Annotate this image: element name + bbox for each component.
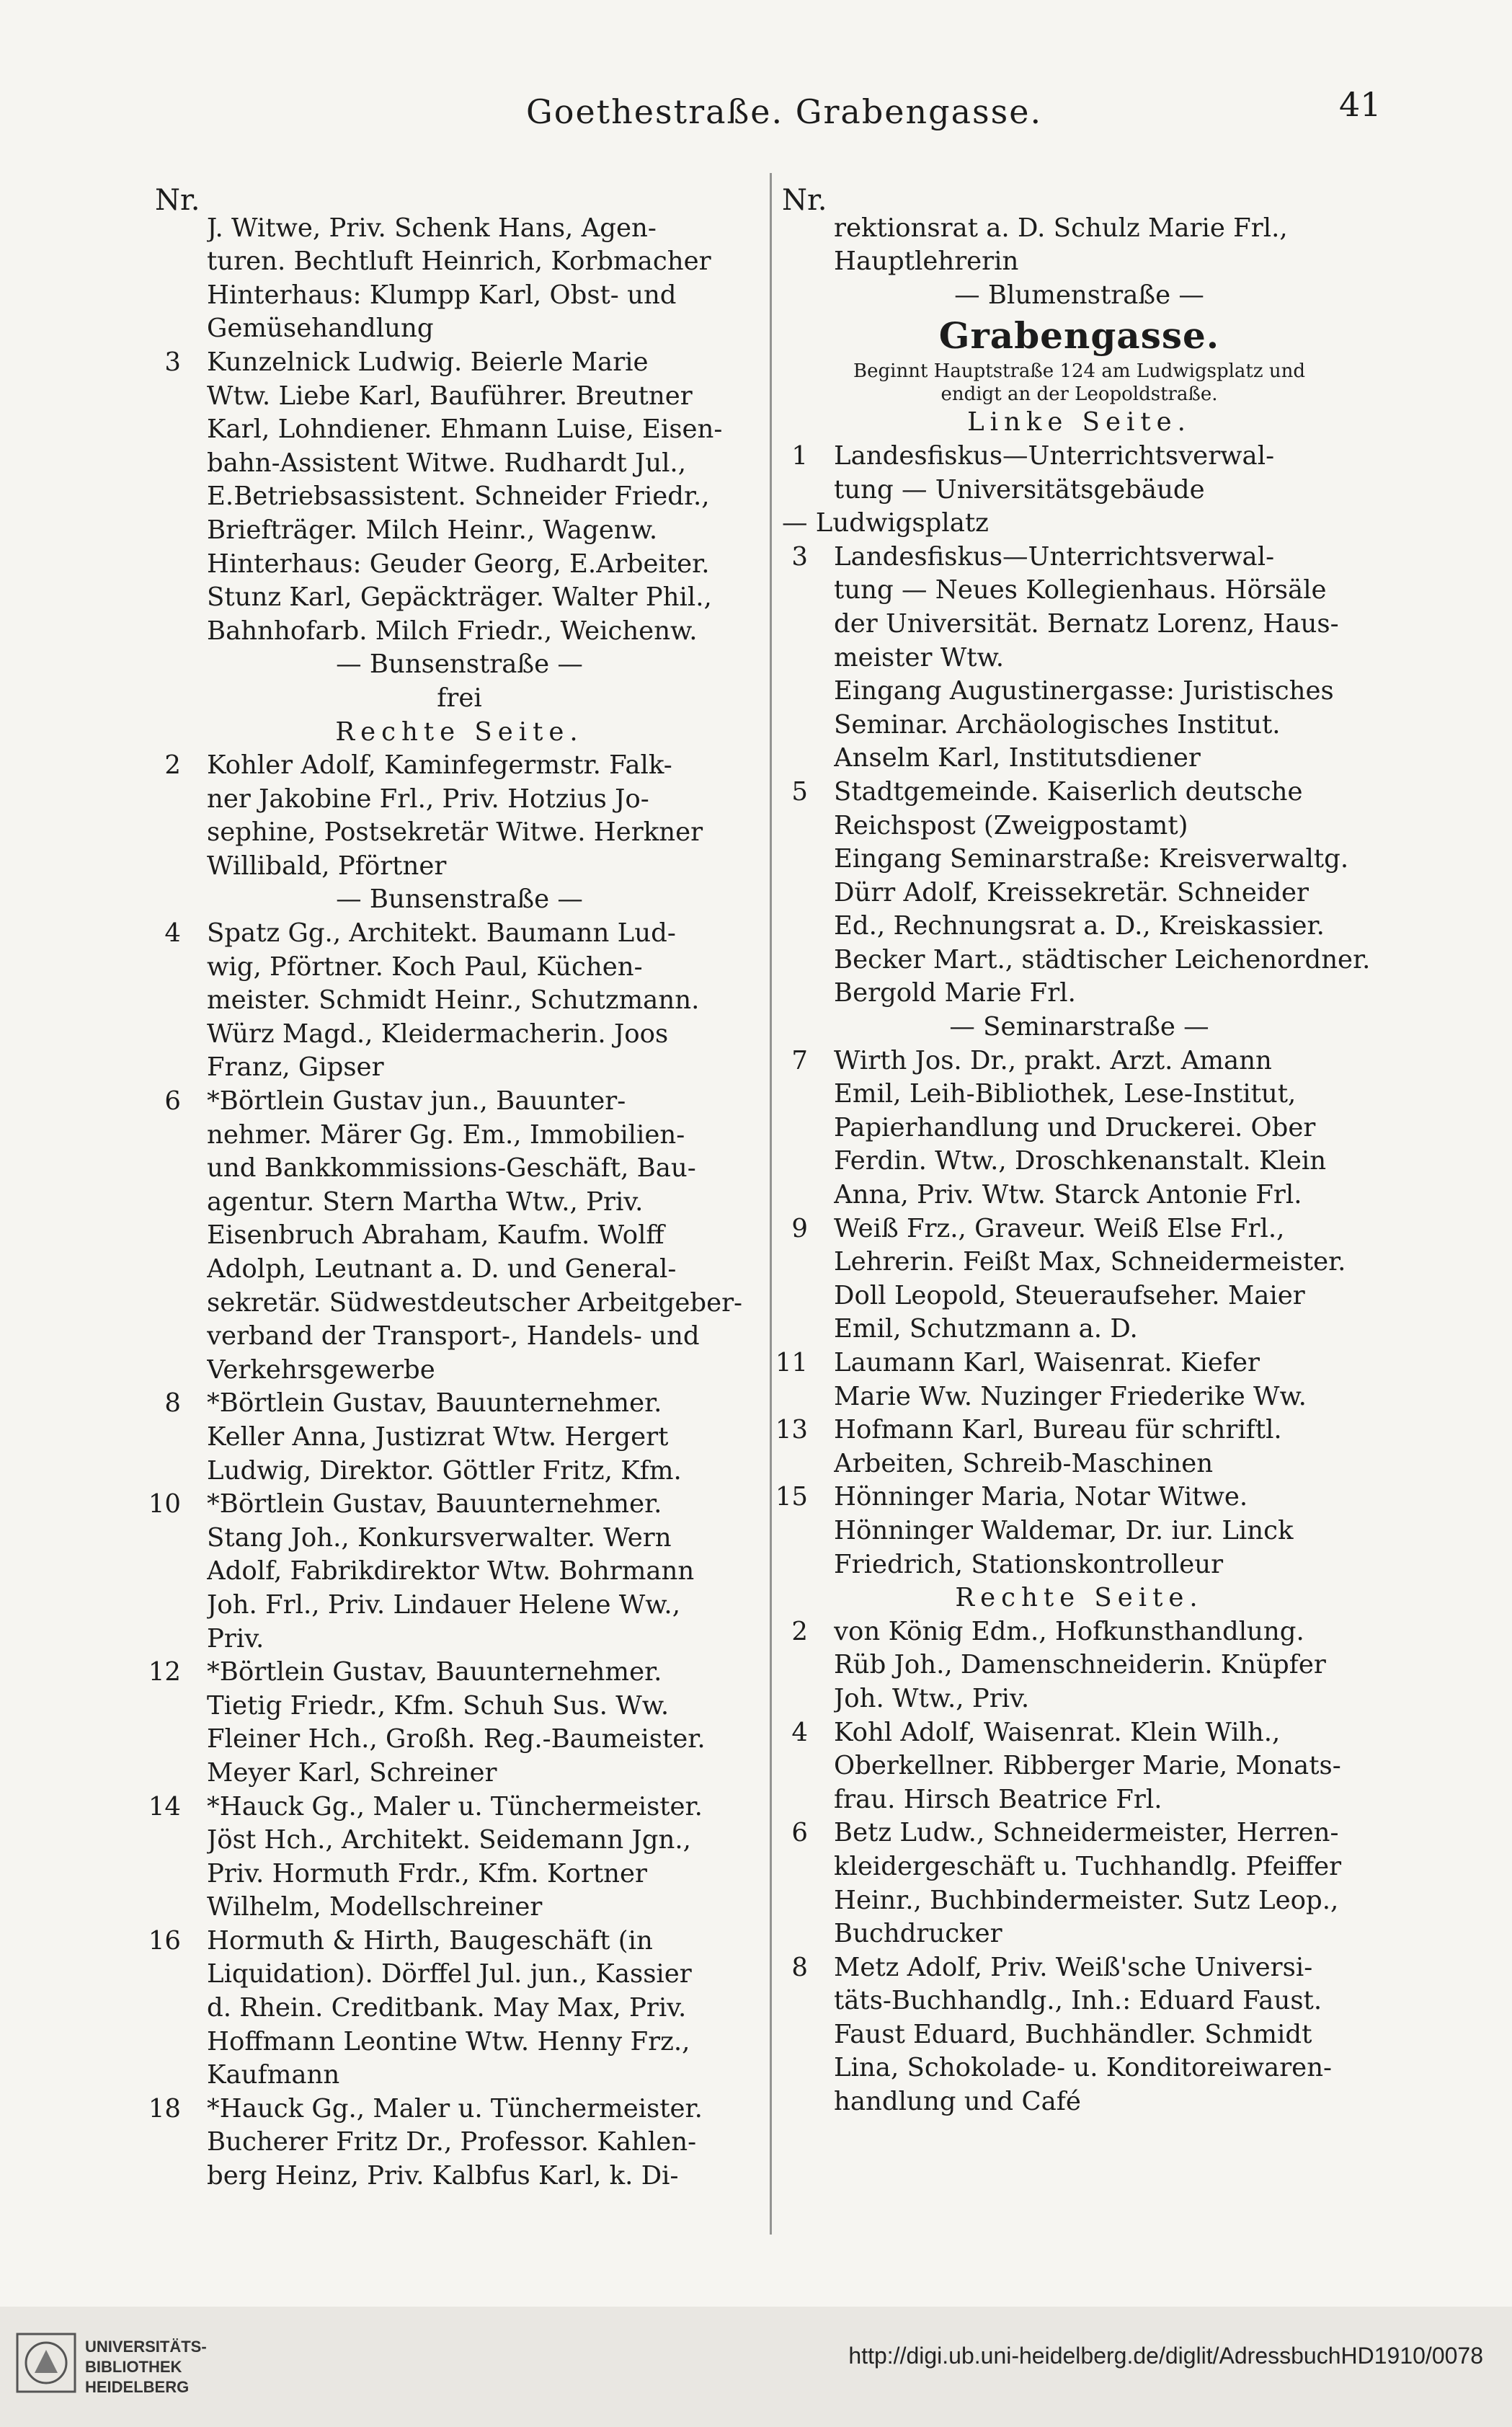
entry-line: Willibald, Pförtner xyxy=(207,851,447,881)
address-entry xyxy=(148,1656,764,1790)
address-entry xyxy=(155,917,764,1085)
entry-line: ner Jakobine Frl., Priv. Hotzius Jo- xyxy=(207,784,649,814)
entry-line: *Börtlein Gustav jun., Bauunter- xyxy=(207,1086,626,1117)
entry-line: Emil, Leih-Bibliothek, Lese-Institut, xyxy=(834,1079,1297,1109)
address-entry xyxy=(782,1716,1377,1817)
house-number: 11 xyxy=(775,1348,808,1377)
right-column xyxy=(775,184,1377,2119)
entry-line: Joh. Frl., Priv. Lindauer Helene Ww., xyxy=(207,1589,680,1620)
entry-line: Priv. Hormuth Frdr., Kfm. Kortner xyxy=(207,1858,648,1889)
street-separator: — Ludwigsplatz xyxy=(782,508,989,538)
address-entry xyxy=(155,1387,764,1488)
address-entry xyxy=(782,1615,1377,1716)
entry-line: Liquidation). Dörffel Jul. jun., Kassier xyxy=(207,1959,692,1989)
entry-line: und Bankkommissions-Geschäft, Bau- xyxy=(207,1153,696,1184)
address-entry xyxy=(148,1488,764,1656)
house-number: 8 xyxy=(164,1388,181,1419)
entry-line: Adolph, Leutnant a. D. und General- xyxy=(207,1254,677,1284)
entry-line: *Börtlein Gustav, Bauunternehmer. xyxy=(207,1489,662,1519)
entry-line: Kohler Adolf, Kaminfegermstr. Falk- xyxy=(207,750,672,781)
entry-line: frau. Hirsch Beatrice Frl. xyxy=(834,1784,1162,1814)
entry-line: Eingang Seminarstraße: Kreisverwaltg. xyxy=(834,844,1349,874)
page-number: 41 xyxy=(1339,85,1382,124)
house-number: 9 xyxy=(791,1213,808,1243)
street-separator: — Bunsenstraße — xyxy=(336,884,583,915)
entry-line: tung — Universitätsgebäude xyxy=(834,474,1205,505)
entry-line: Eingang Augustinergasse: Juristisches xyxy=(834,676,1334,706)
entry-line: Doll Leopold, Steueraufseher. Maier xyxy=(834,1280,1305,1310)
entry-line: Rüb Joh., Damenschneiderin. Knüpfer xyxy=(834,1650,1326,1680)
street-separator: — Seminarstraße — xyxy=(949,1012,1209,1042)
entry-line: berg Heinz, Priv. Kalbfus Karl, k. Di- xyxy=(207,2161,679,2191)
side-heading: Rechte Seite. xyxy=(955,1583,1204,1613)
house-number: 15 xyxy=(775,1482,808,1512)
entry-line: Marie Ww. Nuzinger Friederike Ww. xyxy=(834,1381,1307,1411)
entry-line: Briefträger. Milch Heinr., Wagenw. xyxy=(207,515,658,545)
entry-line: Weiß Frz., Graveur. Weiß Else Frl., xyxy=(834,1213,1285,1243)
entry-line: Stang Joh., Konkursverwalter. Wern xyxy=(207,1522,672,1553)
entry-line: Würz Magd., Kleidermacherin. Joos xyxy=(207,1019,669,1049)
nr-label: Nr. xyxy=(782,184,827,217)
entry-line: Kunzelnick Ludwig. Beierle Marie xyxy=(207,347,649,377)
entry-line: Landesfiskus—Unterrichtsverwal- xyxy=(834,440,1275,471)
address-entry xyxy=(148,1925,764,2093)
entry-line: Bahnhofarb. Milch Friedr., Weichenw. xyxy=(207,616,698,646)
entry-line: J. Witwe, Priv. Schenk Hans, Agen- xyxy=(207,213,657,243)
entry-line: Metz Adolf, Priv. Weiß'sche Universi- xyxy=(834,1952,1313,1982)
entry-line: Ferdin. Wtw., Droschkenanstalt. Klein xyxy=(834,1146,1327,1176)
nr-label: Nr. xyxy=(155,184,200,217)
street-heading: Grabengasse. xyxy=(938,314,1220,358)
entry-line: E.Betriebsassistent. Schneider Friedr., xyxy=(207,482,710,512)
entry-line: der Universität. Bernatz Lorenz, Haus- xyxy=(834,608,1339,639)
entry-line: Kaufmann xyxy=(207,2060,340,2090)
address-entry xyxy=(155,212,764,346)
entry-line: *Börtlein Gustav, Bauunternehmer. xyxy=(207,1388,662,1419)
entry-line: Priv. xyxy=(207,1623,264,1654)
logo-line: BIBLIOTHEK xyxy=(85,2358,182,2376)
house-number: 3 xyxy=(164,347,181,377)
entry-line: Landesfiskus—Unterrichtsverwal- xyxy=(834,541,1275,572)
side-heading: Rechte Seite. xyxy=(335,716,584,747)
house-number: 13 xyxy=(775,1415,808,1445)
entry-line: Ed., Rechnungsrat a. D., Kreiskassier. xyxy=(834,911,1325,941)
column-divider xyxy=(770,173,772,2235)
street-separator: — Bunsenstraße — xyxy=(336,649,583,680)
house-number: 4 xyxy=(164,918,181,949)
page-header xyxy=(0,85,1512,143)
entry-line: von König Edm., Hofkunsthandlung. xyxy=(834,1616,1304,1646)
entry-line: Reichspost (Zweigpostamt) xyxy=(834,810,1188,840)
house-number: 18 xyxy=(148,2093,181,2124)
logo-line: HEIDELBERG xyxy=(85,2378,190,2396)
status-text: frei xyxy=(437,683,482,713)
entry-group xyxy=(155,749,764,883)
address-entry xyxy=(155,1085,764,1387)
entry-line: Wilhelm, Modellschreiner xyxy=(207,1892,543,1922)
entry-line: agentur. Stern Martha Wtw., Priv. xyxy=(207,1186,644,1217)
address-entry xyxy=(148,1791,764,1925)
entry-line: Laumann Karl, Waisenrat. Kiefer xyxy=(834,1348,1260,1377)
entry-line: Oberkellner. Ribberger Marie, Monats- xyxy=(834,1751,1341,1781)
entry-line: Tietig Friedr., Kfm. Schuh Sus. Ww. xyxy=(207,1690,670,1721)
street-note: Beginnt Hauptstraße 124 am Ludwigsplatz und xyxy=(853,360,1305,383)
entry-line: tung — Neues Kollegienhaus. Hörsäle xyxy=(834,575,1327,605)
left-column xyxy=(148,184,764,2193)
entry-group xyxy=(775,1044,1377,1582)
entry-line: Bergold Marie Frl. xyxy=(834,978,1076,1008)
house-number: 2 xyxy=(164,750,181,781)
street-separator: — Blumenstraße — xyxy=(954,280,1204,310)
entry-group xyxy=(782,541,1377,1011)
entry-line: nehmer. Märer Gg. Em., Immobilien- xyxy=(207,1119,685,1150)
entry-line: meister. Schmidt Heinr., Schutzmann. xyxy=(207,985,700,1016)
entry-line: handlung und Café xyxy=(834,2087,1081,2117)
entry-line: Adolf, Fabrikdirektor Wtw. Bohrmann xyxy=(207,1556,695,1587)
library-logo-icon xyxy=(13,2330,79,2396)
address-entry xyxy=(155,346,764,648)
entry-line: Wtw. Liebe Karl, Bauführer. Breutner xyxy=(207,381,693,411)
house-number: 2 xyxy=(791,1616,808,1646)
address-entry xyxy=(782,541,1377,776)
entry-line: Eisenbruch Abraham, Kaufm. Wolff xyxy=(207,1220,664,1251)
street-note: endigt an der Leopoldstraße. xyxy=(940,383,1218,406)
entry-line: Hauptlehrerin xyxy=(834,247,1019,277)
entry-line: Papierhandlung und Druckerei. Ober xyxy=(834,1112,1316,1142)
entry-line: d. Rhein. Creditbank. May Max, Priv. xyxy=(207,1993,687,2023)
entry-line: Spatz Gg., Architekt. Baumann Lud- xyxy=(207,918,676,949)
source-link[interactable]: http://digi.ub.uni-heidelberg.de/diglit/AdressbuchHD1910/0078 xyxy=(848,2343,1483,2369)
entry-line: Jöst Hch., Architekt. Seidemann Jgn., xyxy=(207,1825,691,1855)
address-entry xyxy=(782,440,1377,507)
entry-line: Lina, Schokolade- u. Konditoreiwaren- xyxy=(834,2053,1333,2083)
entry-line: *Börtlein Gustav, Bauunternehmer. xyxy=(207,1657,662,1687)
entry-line: Arbeiten, Schreib-Maschinen xyxy=(834,1448,1214,1478)
entry-line: Wirth Jos. Dr., prakt. Arzt. Amann xyxy=(834,1045,1272,1075)
entry-line: sekretär. Südwestdeutscher Arbeitgeber- xyxy=(207,1287,743,1318)
entry-line: verband der Transport-, Handels- und xyxy=(207,1321,700,1352)
entry-line: Hormuth & Hirth, Baugeschäft (in xyxy=(207,1925,653,1956)
entry-line: Hinterhaus: Klumpp Karl, Obst- und xyxy=(207,280,677,310)
house-number: 5 xyxy=(791,776,808,807)
address-entry xyxy=(155,749,764,883)
entry-line: Anselm Karl, Institutsdiener xyxy=(834,743,1201,773)
house-number: 14 xyxy=(148,1791,181,1822)
house-number: 12 xyxy=(148,1657,181,1687)
entry-line: Heinr., Buchbindermeister. Sutz Leop., xyxy=(834,1885,1339,1915)
entry-line: Joh. Wtw., Priv. xyxy=(834,1683,1030,1713)
running-title: Goethestraße. Grabengasse. xyxy=(526,92,1043,131)
house-number: 4 xyxy=(791,1717,808,1747)
entry-line: Karl, Lohndiener. Ehmann Luise, Eisen- xyxy=(207,414,723,445)
address-entry xyxy=(775,1481,1377,1581)
house-number: 6 xyxy=(791,1818,808,1848)
entry-line: Stunz Karl, Gepäckträger. Walter Phil., xyxy=(207,582,712,613)
address-entry xyxy=(782,1044,1377,1212)
entry-line: kleidergeschäft u. Tuchhandlg. Pfeiffer xyxy=(834,1851,1342,1881)
entry-line: Hönninger Waldemar, Dr. iur. Linck xyxy=(834,1515,1294,1545)
entry-group xyxy=(782,1615,1377,2119)
side-heading: Linke Seite. xyxy=(967,407,1191,438)
entry-group xyxy=(148,917,764,2193)
footer-bar xyxy=(0,2307,1512,2427)
entry-line: Anna, Priv. Wtw. Starck Antonie Frl. xyxy=(834,1180,1302,1210)
address-entry xyxy=(782,1951,1377,2119)
entry-line: sephine, Postsekretär Witwe. Herkner xyxy=(207,817,703,848)
entry-line: täts-Buchhandlg., Inh.: Eduard Faust. xyxy=(834,1986,1322,2016)
address-entry xyxy=(775,1346,1377,1414)
house-number: 7 xyxy=(791,1045,808,1075)
entry-line: Buchdrucker xyxy=(834,1919,1002,1949)
entry-line: Stadtgemeinde. Kaiserlich deutsche xyxy=(834,776,1303,807)
intro-entry xyxy=(782,212,1377,279)
entry-line: meister Wtw. xyxy=(834,642,1004,673)
entry-line: Friedrich, Stationskontrolleur xyxy=(834,1549,1224,1579)
address-entry xyxy=(148,2093,764,2193)
address-entry xyxy=(775,1414,1377,1481)
entry-line: Faust Eduard, Buchhändler. Schmidt xyxy=(834,2019,1312,2049)
entry-line: *Hauck Gg., Maler u. Tünchermeister. xyxy=(207,1791,703,1822)
house-number: 6 xyxy=(164,1086,181,1117)
entry-line: Gemüsehandlung xyxy=(207,314,434,344)
entry-line: Dürr Adolf, Kreissekretär. Schneider xyxy=(834,877,1309,908)
entry-line: turen. Bechtluft Heinrich, Korbmacher xyxy=(207,247,711,277)
entry-line: Meyer Karl, Schreiner xyxy=(207,1757,497,1788)
entry-line: Keller Anna, Justizrat Wtw. Hergert xyxy=(207,1421,669,1452)
address-entry xyxy=(782,1816,1377,1951)
entry-line: Emil, Schutzmann a. D. xyxy=(834,1314,1138,1344)
house-number: 3 xyxy=(791,541,808,572)
entry-line: Verkehrsgewerbe xyxy=(207,1354,435,1385)
entry-line: Hoffmann Leontine Wtw. Henny Frz., xyxy=(207,2026,690,2056)
address-entry xyxy=(782,776,1377,1011)
entry-line: Hinterhaus: Geuder Georg, E.Arbeiter. xyxy=(207,549,710,579)
house-number: 16 xyxy=(148,1925,181,1956)
entry-line: Franz, Gipser xyxy=(207,1052,384,1083)
entry-line: Bucherer Fritz Dr., Professor. Kahlen- xyxy=(207,2127,697,2157)
entry-line: Betz Ludw., Schneidermeister, Herren- xyxy=(834,1818,1339,1848)
entry-line: bahn-Assistent Witwe. Rudhardt Jul., xyxy=(207,448,687,478)
entry-line: Becker Mart., städtischer Leichenordner. xyxy=(834,944,1371,975)
house-number: 1 xyxy=(791,440,808,471)
entry-line: *Hauck Gg., Maler u. Tünchermeister. xyxy=(207,2093,703,2124)
entry-line: Hönninger Maria, Notar Witwe. xyxy=(834,1482,1248,1512)
entry-line: rektionsrat a. D. Schulz Marie Frl., xyxy=(834,213,1288,243)
entry-line: wig, Pförtner. Koch Paul, Küchen- xyxy=(207,951,643,982)
entry-line: Fleiner Hch., Großh. Reg.-Baumeister. xyxy=(207,1724,706,1754)
entry-line: Kohl Adolf, Waisenrat. Klein Wilh., xyxy=(834,1717,1281,1747)
entry-line: Lehrerin. Feißt Max, Schneidermeister. xyxy=(834,1247,1346,1277)
address-entry xyxy=(782,1212,1377,1346)
house-number: 8 xyxy=(791,1952,808,1982)
entry-group xyxy=(782,440,1377,507)
entry-group xyxy=(155,212,764,649)
entry-line: Ludwig, Direktor. Göttler Fritz, Kfm. xyxy=(207,1455,682,1486)
entry-line: Seminar. Archäologisches Institut. xyxy=(834,709,1281,740)
entry-line: Hofmann Karl, Bureau für schriftl. xyxy=(834,1415,1282,1445)
house-number: 10 xyxy=(148,1489,181,1519)
logo-line: UNIVERSITÄTS- xyxy=(85,2338,207,2356)
library-logo-text xyxy=(85,2337,207,2397)
